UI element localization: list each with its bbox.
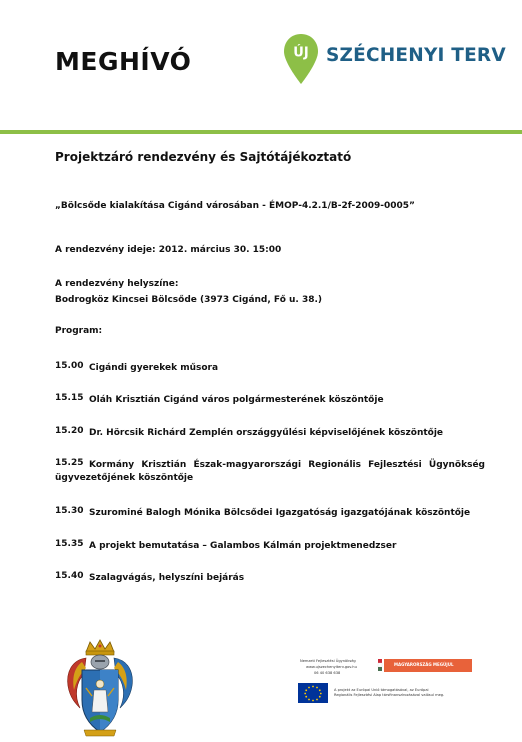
program-description: Kormány Krisztián Észak-magyarországi Regionális Fejlesztési Ügynökség bbox=[89, 460, 485, 470]
program-description: Szalagvágás, helyszíni bejárás bbox=[89, 573, 245, 583]
header-divider bbox=[0, 130, 522, 134]
eu-funding-text-1: A projekt az Európai Unió támogatásával, az Európai bbox=[334, 688, 429, 692]
project-title: „Bölcsőde kialakítása Cigánd városában - ÉMOP-4.2.1/B-2f-2009-0005” bbox=[55, 201, 415, 211]
eu-funding-text-2: Regionális Fejlesztési Alap társfinanszírozásával valósul meg. bbox=[334, 693, 445, 697]
city-coat-of-arms-icon bbox=[62, 638, 138, 738]
program-time: 15.25 bbox=[55, 458, 84, 468]
program-time: 15.35 bbox=[55, 539, 84, 549]
event-date: A rendezvény ideje: 2012. március 30. 15:00 bbox=[55, 245, 282, 255]
hungary-badge: MAGYARORSZÁG MEGÚJUL bbox=[394, 662, 454, 667]
logo-mark-text: ÚJ bbox=[293, 45, 309, 61]
location-value: Bodrogköz Kincsei Bölcsőde (3973 Cigánd, Fő u. 38.) bbox=[55, 295, 323, 305]
agency-name: Nemzeti Fejlesztési Ügynökség bbox=[300, 659, 356, 663]
program-time: 15.20 bbox=[55, 426, 84, 436]
szechenyi-terv-logo bbox=[282, 32, 506, 88]
agency-url: www.ujszechenyiterv.gov.hu bbox=[306, 665, 357, 669]
program-time: 15.15 bbox=[55, 393, 84, 403]
program-time: 15.40 bbox=[55, 571, 84, 581]
location-label: A rendezvény helyszíne: bbox=[55, 279, 179, 289]
program-time: 15.00 bbox=[55, 361, 84, 371]
program-description-continuation: ügyvezetőjének köszöntője bbox=[55, 473, 194, 483]
program-description: Cigándi gyerekek műsora bbox=[89, 363, 219, 373]
location-pin-icon bbox=[282, 32, 320, 86]
program-label: Program: bbox=[55, 326, 103, 336]
document-header bbox=[0, 0, 522, 130]
program-description: A projekt bemutatása – Galambos Kálmán projektmenedzser bbox=[89, 541, 397, 551]
event-heading: Projektzáró rendezvény és Sajtótájékoztató bbox=[55, 150, 352, 164]
hungary-flag-icon bbox=[378, 659, 382, 663]
program-description: Oláh Krisztián Cigánd város polgármesterének köszöntője bbox=[89, 395, 384, 405]
program-description: Dr. Hörcsik Richárd Zemplén országgyűlési képviselőjének köszöntője bbox=[89, 428, 444, 438]
program-time: 15.30 bbox=[55, 506, 84, 516]
city-crest bbox=[62, 638, 138, 738]
invitation-title: MEGHÍVÓ bbox=[55, 47, 192, 76]
logo-wordmark: SZÉCHENYI TERV bbox=[326, 45, 506, 66]
funding-logos bbox=[296, 655, 481, 711]
agency-phone: 06 40 638 638 bbox=[314, 671, 341, 675]
program-description: Szurominé Balogh Mónika Bölcsődei Igazgatóság igazgatójának köszöntője bbox=[89, 508, 471, 518]
